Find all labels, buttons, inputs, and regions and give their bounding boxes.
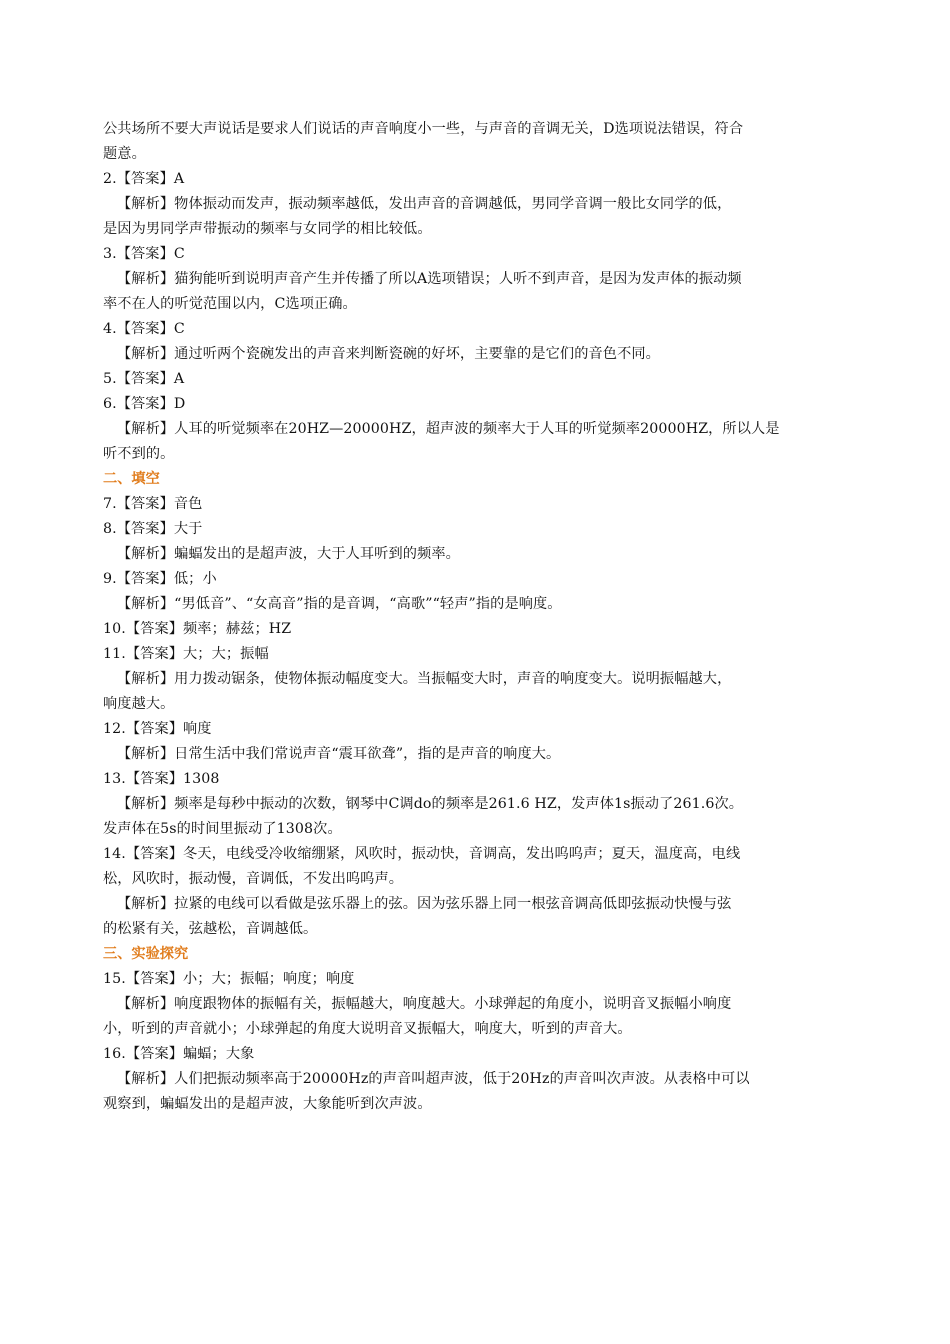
- explanation-line: 【解析】人们把振动频率高于20000Hz的声音叫超声波，低于20Hz的声音叫次声波。从表格中可以: [117, 1071, 750, 1087]
- answer-line: 4.【答案】C: [103, 321, 185, 337]
- explanation-line: 响度越大。: [103, 696, 175, 712]
- answer-line: 9.【答案】低；小: [103, 571, 217, 587]
- answer-line: 2.【答案】A: [103, 171, 185, 187]
- answer-line: 8.【答案】大于: [103, 521, 203, 537]
- answer-line: 11.【答案】大；大；振幅: [103, 646, 269, 662]
- explanation-line: 小，听到的声音就小；小球弹起的角度大说明音叉振幅大，响度大，听到的声音大。: [103, 1021, 632, 1037]
- text-line: 题意。: [103, 146, 146, 162]
- explanation-line: 是因为男同学声带振动的频率与女同学的相比较低。: [103, 221, 432, 237]
- explanation-line: 【解析】拉紧的电线可以看做是弦乐器上的弦。因为弦乐器上同一根弦音调高低即弦振动快慢与弦: [117, 896, 732, 912]
- explanation-line: 听不到的。: [103, 446, 175, 462]
- explanation-line: 【解析】猫狗能听到说明声音产生并传播了所以A选项错误；人听不到声音，是因为发声体的振动频: [117, 271, 742, 287]
- section-heading-experiment: 三、实验探究: [103, 946, 189, 962]
- explanation-line: 【解析】蝙蝠发出的是超声波，大于人耳听到的频率。: [117, 546, 460, 562]
- explanation-line: 【解析】响度跟物体的振幅有关，振幅越大，响度越大。小球弹起的角度小，说明音叉振幅小响度: [117, 996, 732, 1012]
- explanation-line: 率不在人的听觉范围以内，C选项正确。: [103, 296, 357, 312]
- answer-line: 6.【答案】D: [103, 396, 186, 412]
- explanation-line: 【解析】“男低音”、“女高音”指的是音调，“高歌”“轻声”指的是响度。: [117, 596, 562, 612]
- explanation-line: 【解析】用力拨动锯条，使物体振动幅度变大。当振幅变大时，声音的响度变大。说明振幅越大，: [117, 671, 732, 687]
- answer-line: 松，风吹时，振动慢，音调低，不发出呜呜声。: [103, 871, 404, 887]
- explanation-line: 【解析】频率是每秒中振动的次数，钢琴中C调do的频率是261.6 HZ，发声体1s振动了261.6次。: [117, 796, 744, 812]
- explanation-line: 发声体在5s的时间里振动了1308次。: [103, 821, 342, 837]
- section-heading-fill: 二、填空: [103, 471, 160, 487]
- answer-line: 13.【答案】1308: [103, 771, 220, 787]
- explanation-line: 【解析】通过听两个瓷碗发出的声音来判断瓷碗的好坏，主要靠的是它们的音色不同。: [117, 346, 660, 362]
- answer-line: 16.【答案】蝙蝠；大象: [103, 1046, 255, 1062]
- answer-line: 10.【答案】频率；赫兹；HZ: [103, 621, 292, 637]
- explanation-line: 【解析】物体振动而发声，振动频率越低，发出声音的音调越低，男同学音调一般比女同学的低，: [117, 196, 732, 212]
- answer-line: 5.【答案】A: [103, 371, 185, 387]
- answer-line: 7.【答案】音色: [103, 496, 203, 512]
- answer-line: 3.【答案】C: [103, 246, 185, 262]
- explanation-line: 【解析】人耳的听觉频率在20HZ—20000HZ，超声波的频率大于人耳的听觉频率20000HZ，所以人是: [117, 421, 780, 437]
- explanation-line: 观察到，蝙蝠发出的是超声波，大象能听到次声波。: [103, 1096, 432, 1112]
- text-line: 公共场所不要大声说话是要求人们说话的声音响度小一些，与声音的音调无关，D选项说法错误，符合: [103, 121, 744, 137]
- explanation-line: 的松紧有关，弦越松，音调越低。: [103, 921, 318, 937]
- explanation-line: 【解析】日常生活中我们常说声音“震耳欲聋”，指的是声音的响度大。: [117, 746, 561, 762]
- answer-line: 14.【答案】冬天，电线受冷收缩绷紧，风吹时，振动快，音调高，发出呜呜声；夏天，温度高，电线: [103, 846, 741, 862]
- answer-line: 12.【答案】响度: [103, 721, 212, 737]
- answer-line: 15.【答案】小；大；振幅；响度；响度: [103, 971, 355, 987]
